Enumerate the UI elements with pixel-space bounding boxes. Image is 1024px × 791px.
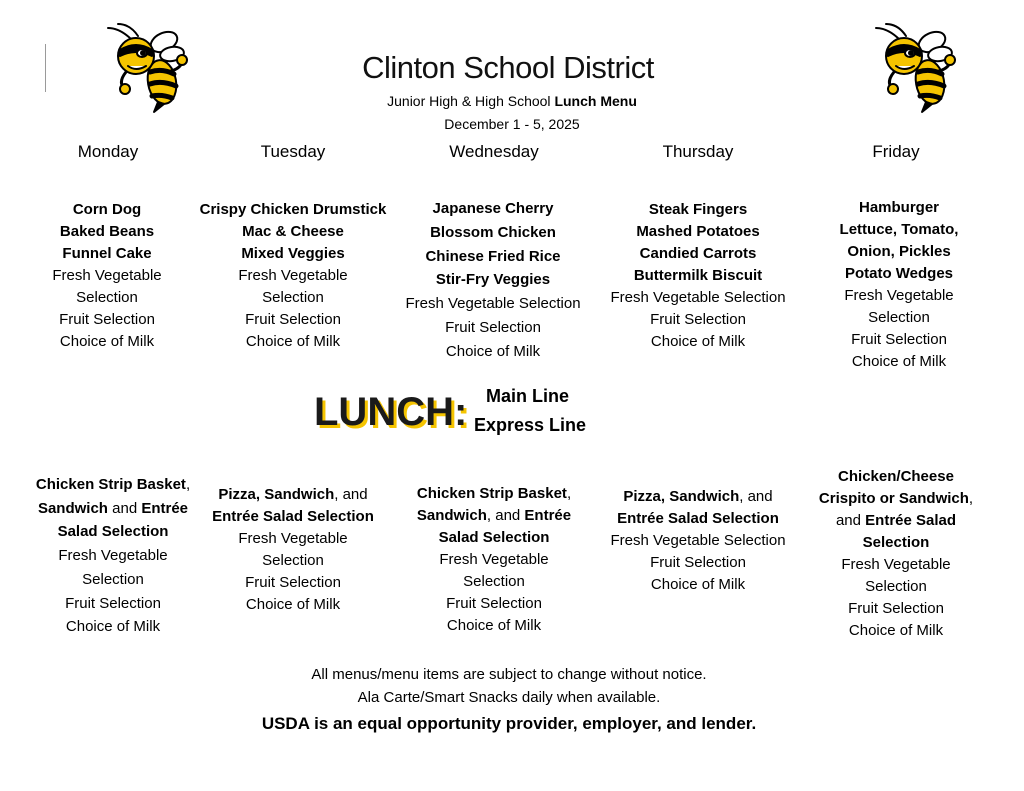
main-menu-tuesday	[193, 199, 393, 353]
menu-item: Baked Beans	[59, 223, 155, 240]
menu-item: Candied Carrots	[639, 245, 757, 262]
menu-item: Fruit Selection	[65, 594, 161, 612]
express-menu-friday	[796, 466, 996, 642]
menu-item: Fruit Selection	[650, 554, 746, 571]
menu-item: Choice of Milk	[245, 333, 341, 350]
menu-item: Crispito or Sandwich,	[818, 490, 974, 507]
menu-item: Chicken Strip Basket,	[416, 485, 572, 502]
menu-item: Funnel Cake	[62, 245, 152, 262]
menu-item: Fresh Vegetable	[841, 556, 951, 573]
menu-item: Steak Fingers	[648, 201, 748, 218]
menu-item: Fruit Selection	[59, 311, 155, 328]
menu-item: Fresh Vegetable	[52, 267, 162, 284]
menu-item: Selection	[262, 552, 324, 569]
menu-item: Mixed Veggies	[241, 245, 345, 262]
menu-item: Pizza, Sandwich, and	[218, 486, 368, 503]
day-header-monday: Monday	[77, 142, 139, 161]
snacks-notice: Ala Carte/Smart Snacks daily when available.	[357, 689, 661, 706]
menu-item: Hamburger	[858, 199, 940, 216]
day-header-thursday: Thursday	[662, 142, 734, 161]
menu-item: Potato Wedges	[844, 265, 954, 282]
menu-item: Fruit Selection	[445, 318, 541, 336]
menu-item: Corn Dog	[72, 201, 142, 218]
menu-item: and Entrée Salad	[835, 512, 957, 529]
menu-item: Onion, Pickles	[847, 243, 951, 260]
change-notice: All menus/menu items are subject to change without notice.	[311, 666, 707, 683]
menu-item: Chicken Strip Basket,	[35, 476, 191, 493]
page-title: Clinton School District	[362, 50, 654, 85]
day-header-friday: Friday	[872, 142, 920, 161]
menu-item: Crispy Chicken Drumstick	[199, 201, 387, 218]
menu-item: Choice of Milk	[446, 617, 542, 634]
express-line-label: Express Line	[474, 415, 587, 435]
menu-item: Selection	[463, 573, 525, 590]
express-menu-tuesday	[193, 484, 393, 616]
menu-item: Fruit Selection	[851, 331, 947, 348]
menu-item: Fresh Vegetable	[439, 551, 549, 568]
day-header-wednesday: Wednesday	[449, 142, 539, 161]
menu-item: Selection	[862, 534, 930, 551]
express-menu-wednesday	[394, 483, 594, 637]
main-menu-friday	[799, 197, 999, 373]
menu-item: Fresh Vegetable Selection	[405, 295, 581, 313]
main-line-label: Main Line	[486, 386, 570, 406]
menu-item: Choice of Milk	[851, 353, 947, 370]
menu-item: Fruit Selection	[245, 574, 341, 591]
menu-item: Fresh Vegetable	[58, 547, 168, 565]
express-menu-thursday	[598, 486, 798, 596]
menu-dates: December 1 - 5, 2025	[444, 116, 580, 132]
menu-item: Choice of Milk	[650, 576, 746, 593]
menu-item: Selection	[865, 578, 927, 595]
menu-item: Blossom Chicken	[430, 223, 556, 241]
menu-item: Sandwich, and Entrée	[416, 507, 572, 524]
menu-item: Fruit Selection	[650, 311, 746, 328]
main-menu-thursday	[598, 199, 798, 353]
menu-item: Choice of Milk	[848, 622, 944, 639]
menu-item: Buttermilk Biscuit	[633, 267, 763, 284]
menu-item: Entrée Salad Selection	[617, 510, 779, 527]
menu-item: Selection	[868, 309, 930, 326]
menu-item: Salad Selection	[438, 529, 550, 546]
menu-item: Choice of Milk	[445, 342, 541, 360]
menu-item: Choice of Milk	[650, 333, 746, 350]
menu-item: Lettuce, Tomato,	[839, 221, 959, 238]
lunch-banner-word: LUNCH:	[314, 390, 468, 434]
menu-item: Fresh Vegetable	[238, 267, 348, 284]
menu-item: Choice of Milk	[59, 333, 155, 350]
menu-item: Fruit Selection	[848, 600, 944, 617]
express-menu-monday	[13, 473, 213, 639]
menu-item: Selection	[262, 289, 324, 306]
menu-item: Fresh Vegetable	[844, 287, 954, 304]
menu-item: Mac & Cheese	[242, 223, 344, 240]
day-header-tuesday: Tuesday	[260, 142, 326, 161]
main-menu-monday	[7, 199, 207, 353]
menu-item: Chicken/Cheese	[838, 468, 954, 485]
menu-item: Japanese Cherry	[432, 200, 554, 217]
menu-item: Selection	[82, 570, 144, 588]
menu-item: Fruit Selection	[446, 595, 542, 612]
menu-item: Fresh Vegetable	[238, 530, 348, 547]
menu-item: Fresh Vegetable Selection	[610, 532, 786, 549]
menu-item: Mashed Potatoes	[636, 223, 760, 240]
menu-item: Salad Selection	[57, 523, 169, 541]
menu-item: Fresh Vegetable Selection	[610, 289, 786, 306]
menu-item: Sandwich and Entrée	[37, 499, 189, 517]
page-subtitle: Junior High & High School Lunch Menu	[387, 93, 637, 109]
menu-item: Chinese Fried Rice	[425, 247, 561, 265]
menu-item: Selection	[76, 289, 138, 306]
menu-item: Choice of Milk	[65, 618, 161, 636]
menu-item: Entrée Salad Selection	[212, 508, 374, 525]
usda-statement: USDA is an equal opportunity provider, employer, and lender.	[261, 714, 757, 733]
menu-item: Choice of Milk	[245, 596, 341, 613]
main-menu-wednesday	[393, 197, 593, 364]
menu-item: Pizza, Sandwich, and	[623, 488, 773, 505]
menu-item: Stir-Fry Veggies	[435, 271, 551, 289]
menu-item: Fruit Selection	[245, 311, 341, 328]
